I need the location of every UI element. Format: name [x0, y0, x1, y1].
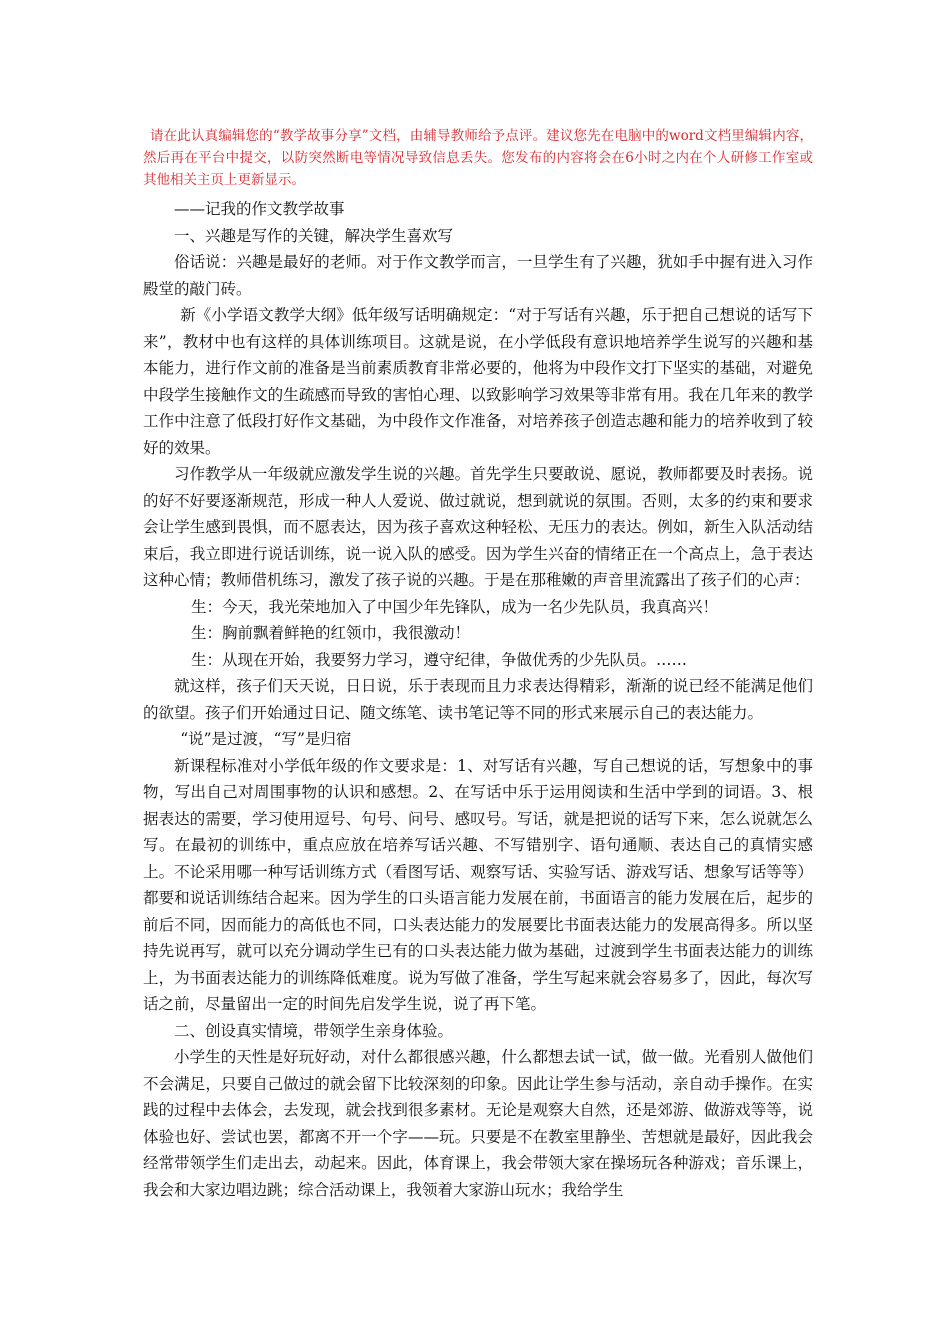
section-heading-2: 二、创设真实情境，带领学生亲身体验。 — [174, 1021, 454, 1040]
article-body — [143, 196, 813, 1203]
sub-heading: “说”是过渡，“写”是归宿 — [180, 730, 352, 748]
editing-notice: 请在此认真编辑您的“教学故事分享”文档，由辅导教师给予点评。建议您先在电脑中的word文档里编辑内容，然后再在平台中提交，以防突然断电等情况导致信息丢失。您发布的内容将会在6小时之内在个人研修工作室或其他相关主页上更新显示。 — [143, 128, 813, 188]
student-dialog-line: 生：胸前飘着鲜艳的红领巾，我很激动！ — [191, 624, 471, 642]
paragraph: 俗话说：兴趣是最好的老师。对于作文教学而言，一旦学生有了兴趣，犹如手中握有进入习作殿堂的敲门砖。 — [143, 253, 813, 298]
paragraph: 就这样，孩子们天天说，日日说，乐于表现而且力求表达得精彩，渐渐的说已经不能满足他们的欲望。孩子们开始通过日记、随文练笔、读书笔记等不同的形式来展示自己的表达能力。 — [143, 677, 813, 722]
paragraph: 习作教学从一年级就应激发学生说的兴趣。首先学生只要敢说、愿说，教师都要及时表扬。说的好不好要逐渐规范，形成一种人人爱说、做过就说，想到就说的氛围。否则，太多的约束和要求会让学生感到畏惧，而不愿表达，因为孩子喜欢这种轻松、无压力的表达。例如，新生入队活动结束后，我立即进行说话训练，说一说入队的感受。因为学生兴奋的情绪正在一个高点上，急于表达这种心情；教师借机练习，激发了孩子说的兴趣。于是在那稚嫩的声音里流露出了孩子们的心声： — [143, 465, 813, 589]
paragraph: 小学生的天性是好玩好动，对什么都很感兴趣，什么都想去试一试，做一做。光看别人做他们不会满足，只要自己做过的就会留下比较深刻的印象。因此让学生参与活动，亲自动手操作。在实践的过程中去体会，去发现，就会找到很多素材。无论是观察大自然，还是郊游、做游戏等等，说体验也好、尝试也罢，都离不开一个字——玩。只要是不在教室里静坐、苦想就是最好，因此我会经常带领学生们走出去，动起来。因此，体育课上，我会带领大家在操场玩各种游戏；音乐课上，我会和大家边唱边跳；综合活动课上，我领着大家游山玩水；我给学生 — [143, 1048, 813, 1199]
paragraph: 新《小学语文教学大纲》低年级写话明确规定：“对于写话有兴趣，乐于把自己想说的话写下来”，教材中也有这样的具体训练项目。这就是说，在小学低段有意识地培养学生说写的兴趣和基本能力，进行作文前的准备是当前素质教育非常必要的，他将为中段作文打下坚实的基础，对避免中段学生接触作文的生疏感而导致的害怕心理、以致影响学习效果等非常有用。我在几年来的教学工作中注意了低段打好作文基础，为中段作文作准备，对培养孩子创造志趣和能力的培养收到了较好的效果。 — [143, 306, 813, 457]
section-heading-1: 一、兴趣是写作的关键，解决学生喜欢写 — [174, 226, 454, 245]
paragraph: 新课程标准对小学低年级的作文要求是：1、对写话有兴趣，写自己想说的话，写想象中的事物，写出自己对周围事物的认识和感想。2、在写话中乐于运用阅读和生活中学到的词语。3、根据表达的需要，学习使用逗号、句号、问号、感叹号。写话，就是把说的话写下来，怎么说就怎么写。在最初的训练中，重点应放在培养写话兴趣、不写错别字、语句通顺、表达自己的真情实感上。不论采用哪一种写话训练方式（看图写话、观察写话、实验写话、游戏写话、想象写话等等）都要和说话训练结合起来。因为学生的口头语言能力发展在前，书面语言的能力发展在后，起步的前后不同，因而能力的高低也不同，口头表达能力的发展要比书面表达能力的发展高得多。所以坚持先说再写，就可以充分调动学生已有的口头表达能力做为基础，过渡到学生书面表达能力的训练上，为书面表达能力的训练降低难度。说为写做了准备，学生写起来就会容易多了，因此，每次写话之前，尽量留出一定的时间先启发学生说，说了再下笔。 — [143, 756, 813, 1013]
student-dialog-line: 生：从现在开始，我要努力学习，遵守纪律，争做优秀的少先队员。…… — [191, 650, 688, 669]
student-dialog-line: 生：今天，我光荣地加入了中国少年先锋队，成为一名少先队员，我真高兴！ — [191, 597, 719, 616]
article-subtitle: ——记我的作文教学故事 — [174, 200, 345, 218]
